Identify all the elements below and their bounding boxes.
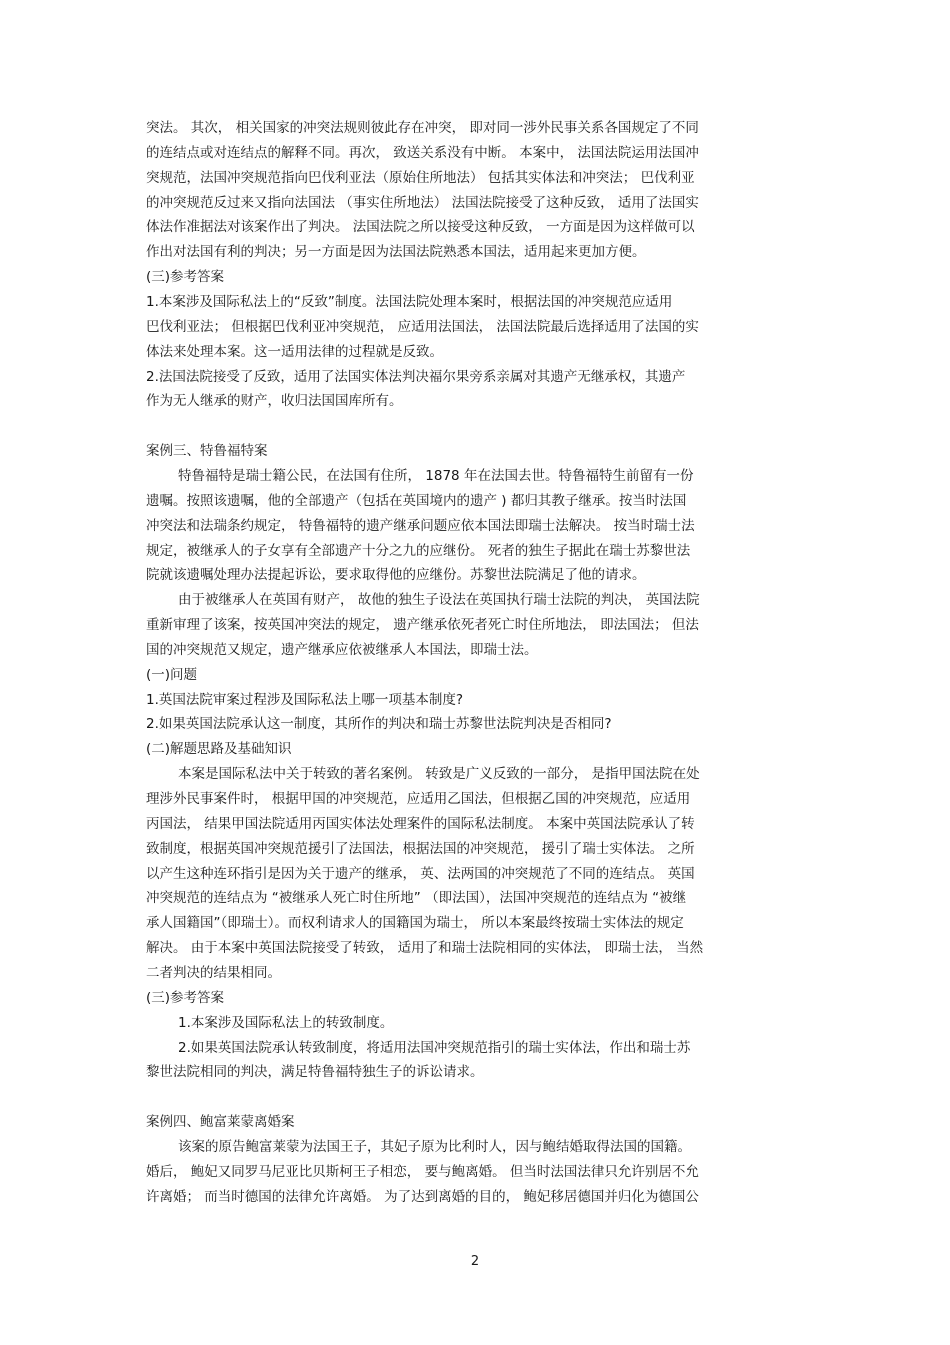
text-line: 遗嘱。按照该遗嘱，他的全部遗产（包括在英国境内的遗产 ) 都归其教子继承。按当时法国 [146, 492, 687, 509]
text-line: (三)参考答案 [146, 989, 225, 1006]
text-line: 解决。 由于本案中英国法院接受了转致， 适用了和瑞士法院相同的实体法， 即瑞士法， 当然 [146, 940, 704, 957]
text-line: 致制度，根据英国冲突规范援引了法国法，根据法国的冲突规范， 援引了瑞士实体法。 之所 [146, 840, 695, 857]
text-line: 黎世法院相同的判决，满足特鲁福特独生子的诉讼请求。 [146, 1064, 484, 1081]
text-line: 丙国法， 结果甲国法院适用丙国实体法处理案件的国际私法制度。 本案中英国法院承认了转 [146, 815, 695, 832]
text-line: 体法来处理本案。这一适用法律的过程就是反致。 [146, 343, 443, 360]
text-line: 规定，被继承人的子女享有全部遗产十分之九的应继份。 死者的独生子据此在瑞士苏黎世法 [146, 542, 691, 559]
text-line: 1.本案涉及国际私法上的转致制度。 [178, 1014, 394, 1031]
text-line: 案例三、特鲁福特案 [146, 443, 268, 460]
text-line: 体法作准据法对该案作出了判决。 法国法院之所以接受这种反致， 一方面是因为这样做可以 [146, 219, 695, 236]
text-line: 二者判决的结果相同。 [146, 964, 281, 981]
text-line: 院就该遗嘱处理办法提起诉讼，要求取得他的应继份。苏黎世法院满足了他的请求。 [146, 567, 646, 584]
text-line: 婚后， 鲍妃又同罗马尼亚比贝斯柯王子相恋， 要与鲍离婚。 但当时法国法律只允许别居不允 [146, 1163, 699, 1180]
text-line: (二)解题思路及基础知识 [146, 741, 292, 758]
text-line: 理涉外民事案件时， 根据甲国的冲突规范，应适用乙国法，但根据乙国的冲突规范，应适用 [146, 791, 691, 807]
text-line: 本案是国际私法中关于转致的著名案例。 转致是广义反致的一部分， 是指甲国法院在处 [178, 766, 700, 783]
text-line: 的连结点或对连结点的解释不同。再次， 致送关系没有中断。 本案中， 法国法院运用法国冲 [146, 144, 699, 161]
text-line: 1.本案涉及国际私法上的“反致”制度。法国法院处理本案时，根据法国的冲突规范应适用 [146, 294, 673, 310]
text-line: 1.英国法院审案过程涉及国际私法上哪一项基本制度? [146, 691, 464, 708]
text-line: 突法。 其次， 相关国家的冲突法规则彼此存在冲突， 即对同一涉外民事关系各国规定了不同 [146, 120, 699, 136]
text-line: (三)参考答案 [146, 269, 225, 286]
text-line: 2.如果英国法院承认这一制度，其所作的判决和瑞士苏黎世法院判决是否相同? [146, 716, 612, 733]
text-line: 国的冲突规范又规定，遗产继承应依被继承人本国法，即瑞士法。 [146, 641, 538, 658]
text-line: 巴伐利亚法； 但根据巴伐利亚冲突规范， 应适用法国法， 法国法院最后选择适用了法国的实 [146, 318, 699, 335]
text-line: 的冲突规范反过来又指向法国法 （事实住所地法） 法国法院接受了这种反致， 适用了法国实 [146, 194, 699, 211]
text-line: 案例四、鲍富莱蒙离婚案 [146, 1114, 295, 1130]
text-line: 重新审理了该案，按英国冲突法的规定， 遗产继承依死者死亡时住所地法， 即法国法； 但法 [146, 617, 699, 633]
text-line: 突规范，法国冲突规范指向巴伐利亚法（原始住所地法） 包括其实体法和冲突法； 巴伐利亚 [146, 169, 695, 186]
text-line: 作出对法国有利的判决；另一方面是因为法国法院熟悉本国法，适用起来更加方便。 [146, 244, 646, 261]
text-line: 许离婚； 而当时德国的法律允许离婚。 为了达到离婚的目的， 鲍妃移居德国并归化为德国公 [146, 1188, 699, 1205]
text-line: 2.法国法院接受了反致，适用了法国实体法判决福尔果旁系亲属对其遗产无继承权，其遗产 [146, 368, 686, 385]
text-line: 冲突规范的连结点为 “被继承人死亡时住所地” （即法国），法国冲突规范的连结点为 “被继 [146, 890, 687, 907]
text-line: 由于被继承人在英国有财产， 故他的独生子设法在英国执行瑞士法院的判决， 英国法院 [178, 592, 700, 609]
text-line: 特鲁福特是瑞士籍公民，在法国有住所， 1878 年在法国去世。特鲁福特生前留有一份 [178, 467, 694, 484]
text-line: 以产生这种连环指引是因为关于遗产的继承， 英、法两国的冲突规范了不同的连结点。 英国 [146, 865, 695, 882]
text-line: 该案的原告鲍富莱蒙为法国王子，其妃子原为比利时人，因与鲍结婚取得法国的国籍。 [178, 1138, 691, 1155]
text-line: (一)问题 [146, 666, 198, 683]
text-line: 作为无人继承的财产，收归法国国库所有。 [146, 393, 403, 410]
text-line: 2.如果英国法院承认转致制度，将适用法国冲突规范指引的瑞士实体法，作出和瑞士苏 [178, 1039, 691, 1056]
text-line: 承人国籍国”（即瑞士）。而权利请求人的国籍国为瑞士， 所以本案最终按瑞士实体法的规定 [146, 915, 684, 932]
text-line: 冲突法和法瑞条约规定， 特鲁福特的遗产继承问题应依本国法即瑞士法解决。 按当时瑞士法 [146, 517, 695, 534]
page-number: 2 [470, 1254, 480, 1269]
